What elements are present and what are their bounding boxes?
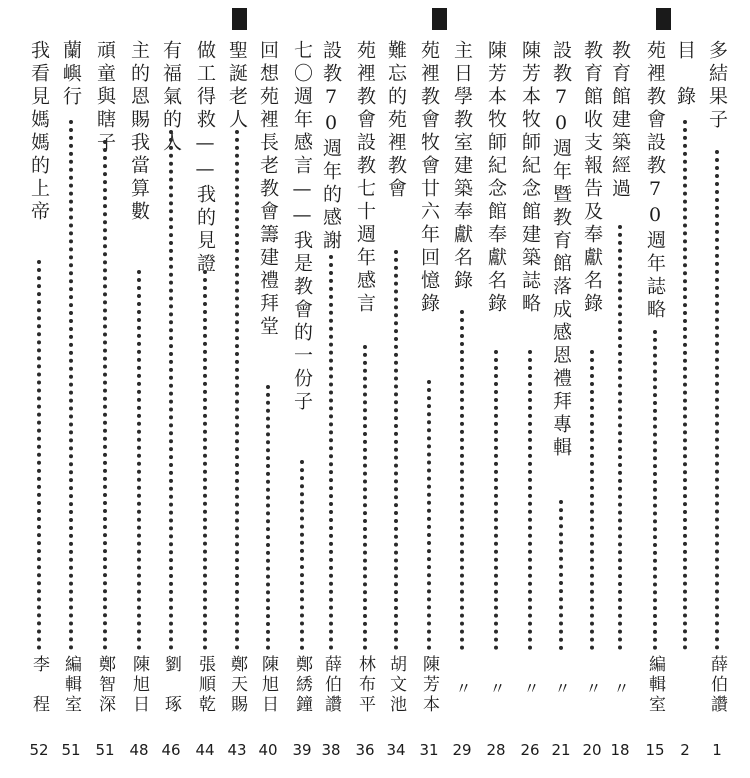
toc-entry[interactable] — [381, 0, 411, 778]
page-number: 34 — [386, 741, 406, 759]
entry-author: 鄭智深 — [95, 655, 115, 715]
toc-entry[interactable] — [190, 0, 220, 778]
dot-leader — [559, 500, 563, 650]
entry-author: 林布平 — [355, 655, 375, 715]
page-number: 40 — [258, 741, 278, 759]
entry-title: 教育館收支報告及奉獻名錄 — [581, 40, 603, 316]
toc-entry[interactable] — [56, 0, 86, 778]
page-number: 15 — [645, 741, 665, 759]
dot-leader — [590, 350, 594, 650]
dot-leader — [266, 385, 270, 650]
entry-author: 陳旭日 — [129, 655, 149, 715]
entry-title: 設教70週年的感謝 — [320, 40, 342, 253]
dot-leader — [37, 260, 41, 650]
page-number: 26 — [520, 741, 540, 759]
entry-title: 多結果子 — [706, 40, 728, 132]
entry-author: 胡文池 — [386, 655, 406, 715]
dot-leader — [618, 225, 622, 650]
page-number: 21 — [551, 741, 571, 759]
entry-author: 編輯室 — [61, 655, 81, 715]
page-number: 46 — [161, 741, 181, 759]
toc-entry[interactable] — [702, 0, 732, 778]
dot-leader — [300, 460, 304, 650]
dot-leader — [460, 310, 464, 650]
page-number: 1 — [712, 741, 722, 759]
entry-author: 〃 — [487, 680, 506, 699]
dot-leader — [235, 130, 239, 650]
dot-leader — [394, 250, 398, 650]
entry-title: 主的恩賜我當算數 — [128, 40, 150, 224]
entry-title: 聖誕老人 — [226, 40, 248, 132]
entry-title: 做工得救——我的見證 — [194, 40, 216, 276]
dot-leader — [103, 140, 107, 650]
entry-author: 薛伯讚 — [707, 655, 727, 715]
dot-leader — [715, 150, 719, 650]
toc-entry[interactable] — [515, 0, 545, 778]
page-number: 51 — [95, 741, 115, 759]
entry-title: 我看見媽媽的上帝 — [28, 40, 50, 224]
entry-title: 苑裡教會設教七十週年感言 — [354, 40, 376, 316]
toc-entry[interactable] — [577, 0, 607, 778]
entry-author: 張順乾 — [195, 655, 215, 715]
toc-entry[interactable] — [670, 0, 700, 778]
page-number: 51 — [61, 741, 81, 759]
entry-title: 難忘的苑裡教會 — [385, 40, 407, 201]
entry-title: 陳芳本牧師紀念館建築誌略 — [519, 40, 541, 316]
page-number: 29 — [452, 741, 472, 759]
page-number: 44 — [195, 741, 215, 759]
entry-title: 苑裡教會牧會廿六年回憶錄 — [418, 40, 440, 316]
entry-title: 苑裡教會設教70週年誌略 — [644, 40, 666, 322]
entry-author: 陳旭日 — [258, 655, 278, 715]
entry-author: 〃 — [583, 680, 602, 699]
toc-entry[interactable] — [447, 0, 477, 778]
toc-entry[interactable] — [222, 0, 252, 778]
page-number: 38 — [321, 741, 341, 759]
page-number: 43 — [227, 741, 247, 759]
page-number: 28 — [486, 741, 506, 759]
toc-entry[interactable] — [90, 0, 120, 778]
entry-author: 〃 — [521, 680, 540, 699]
entry-title: 有福氣的人 — [160, 40, 182, 155]
page-number: 2 — [680, 741, 690, 759]
toc-entry[interactable] — [253, 0, 283, 778]
dot-leader — [683, 120, 687, 650]
dot-leader — [329, 255, 333, 650]
entry-title: 目 錄 — [674, 40, 696, 109]
dot-leader — [528, 350, 532, 650]
entry-author: 陳芳本 — [419, 655, 439, 715]
entry-author: 〃 — [552, 680, 571, 699]
page-number: 20 — [582, 741, 602, 759]
entry-author: 編輯室 — [645, 655, 665, 715]
toc-entry[interactable] — [24, 0, 54, 778]
dot-leader — [363, 345, 367, 650]
entry-author: 鄭綉鐘 — [292, 655, 312, 715]
page-number: 52 — [29, 741, 49, 759]
toc-entry[interactable] — [546, 0, 576, 778]
entry-author: 劉 琢 — [161, 655, 181, 715]
toc-entry[interactable] — [156, 0, 186, 778]
entry-title: 回想苑裡長老教會籌建禮拜堂 — [257, 40, 279, 339]
entry-author: 鄭天賜 — [227, 655, 247, 715]
entry-title: 教育館建築經過 — [609, 40, 631, 201]
toc-entry[interactable] — [316, 0, 346, 778]
entry-title: 頑童與瞎子 — [94, 40, 116, 155]
dot-leader — [203, 270, 207, 650]
entry-title: 陳芳本牧師紀念館奉獻名錄 — [485, 40, 507, 316]
toc-entry[interactable] — [605, 0, 635, 778]
dot-leader — [494, 350, 498, 650]
toc-entry[interactable] — [287, 0, 317, 778]
dot-leader — [137, 270, 141, 650]
entry-title: 主日學教室建築奉獻名錄 — [451, 40, 473, 293]
toc-entry[interactable] — [124, 0, 154, 778]
entry-author: 薛伯讚 — [321, 655, 341, 715]
entry-author: 李 程 — [29, 655, 49, 715]
entry-author: 〃 — [611, 680, 630, 699]
page-number: 48 — [129, 741, 149, 759]
toc-entry[interactable] — [640, 0, 670, 778]
toc-entry[interactable] — [481, 0, 511, 778]
dot-leader — [427, 380, 431, 650]
entry-author: 〃 — [453, 680, 472, 699]
dot-leader — [169, 130, 173, 650]
entry-title: 蘭嶼行 — [60, 40, 82, 109]
dot-leader — [69, 120, 73, 650]
toc-entry[interactable] — [350, 0, 380, 778]
page-number: 18 — [610, 741, 630, 759]
toc-entry[interactable] — [414, 0, 444, 778]
dot-leader — [653, 330, 657, 650]
page-number: 31 — [419, 741, 439, 759]
entry-title: 七〇週年感言——我是教會的一份子 — [291, 40, 313, 414]
page-number: 36 — [355, 741, 375, 759]
page-number: 39 — [292, 741, 312, 759]
entry-title: 設教70週年暨教育館落成感恩禮拜專輯 — [550, 40, 572, 460]
